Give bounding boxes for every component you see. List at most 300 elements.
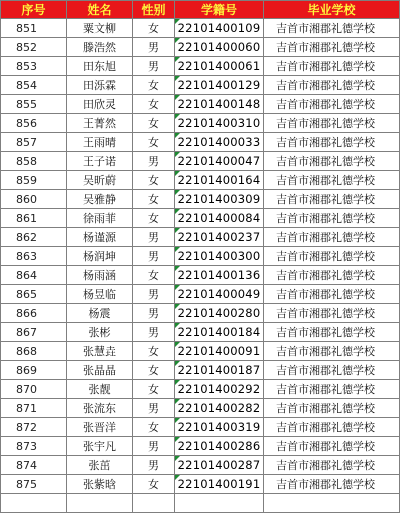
cell-name[interactable] xyxy=(67,228,133,247)
header-gender: 性别 xyxy=(133,1,175,19)
cell-gender[interactable] xyxy=(133,133,175,152)
cell-school[interactable] xyxy=(264,361,400,380)
cell-student-id-text: 22101400187 xyxy=(177,363,261,377)
cell-student-id-text: 22101400310 xyxy=(177,116,261,130)
table-row xyxy=(1,76,400,95)
cell-name-text: 张彬 xyxy=(88,326,111,339)
cell-number-text: 875 xyxy=(16,477,37,491)
cell-name[interactable] xyxy=(67,114,133,133)
cell-student-id-text: 22101400109 xyxy=(177,21,261,35)
table-row xyxy=(1,323,400,342)
cell-name-text: 杨润坤 xyxy=(83,250,116,263)
table-row xyxy=(1,399,400,418)
cell-name[interactable] xyxy=(67,133,133,152)
error-flag-icon xyxy=(175,171,180,176)
cell-school[interactable] xyxy=(264,399,400,418)
cell-gender[interactable] xyxy=(133,114,175,133)
cell-student-id[interactable] xyxy=(175,475,264,494)
table-row xyxy=(1,380,400,399)
cell-school-text: 吉首市湘郡礼德学校 xyxy=(276,364,375,377)
cell-name[interactable] xyxy=(67,418,133,437)
cell-gender-text: 女 xyxy=(148,22,159,35)
cell-school[interactable] xyxy=(264,418,400,437)
cell-school-text: 吉首市湘郡礼德学校 xyxy=(276,326,375,339)
error-flag-icon xyxy=(175,247,180,252)
error-flag-icon xyxy=(175,133,180,138)
cell-gender-text: 女 xyxy=(148,269,159,282)
cell-student-id[interactable] xyxy=(175,95,264,114)
cell-student-id-text: 22101400191 xyxy=(177,477,261,491)
cell-name[interactable] xyxy=(67,152,133,171)
cell-number[interactable] xyxy=(1,418,67,437)
cell-school[interactable] xyxy=(264,190,400,209)
cell-name[interactable] xyxy=(67,456,133,475)
cell-gender[interactable] xyxy=(133,323,175,342)
cell-number-text: 873 xyxy=(16,439,37,453)
cell-student-id[interactable] xyxy=(175,228,264,247)
cell-student-id[interactable] xyxy=(175,38,264,57)
cell-number[interactable] xyxy=(1,190,67,209)
cell-number-text: 862 xyxy=(16,230,37,244)
cell-student-id-text: 22101400148 xyxy=(177,97,261,111)
cell-name[interactable] xyxy=(67,304,133,323)
cell-school-text: 吉首市湘郡礼德学校 xyxy=(276,383,375,396)
cell-student-id[interactable] xyxy=(175,247,264,266)
cell-school[interactable] xyxy=(264,247,400,266)
cell-gender-text: 男 xyxy=(148,459,159,472)
cell-gender-text: 女 xyxy=(148,117,159,130)
cell-gender[interactable] xyxy=(133,171,175,190)
cell-student-id-text: 22101400184 xyxy=(177,325,261,339)
table-header xyxy=(1,1,400,19)
error-flag-icon xyxy=(175,76,180,81)
table-row xyxy=(1,285,400,304)
cell-school-text: 吉首市湘郡礼德学校 xyxy=(276,41,375,54)
cell-name[interactable] xyxy=(67,399,133,418)
cell-student-id[interactable] xyxy=(175,304,264,323)
table-row xyxy=(1,228,400,247)
error-flag-icon xyxy=(175,266,180,271)
cell-name-text: 徐雨菲 xyxy=(83,212,116,225)
cell-number-text: 864 xyxy=(16,268,37,282)
cell-number-text: 870 xyxy=(16,382,37,396)
error-flag-icon xyxy=(175,114,180,119)
cell-name[interactable] xyxy=(67,380,133,399)
cell-school[interactable] xyxy=(264,475,400,494)
cell-student-id-text: 22101400319 xyxy=(177,420,261,434)
table-row xyxy=(1,190,400,209)
cell-number-text: 867 xyxy=(16,325,37,339)
error-flag-icon xyxy=(175,38,180,43)
cell-student-id[interactable] xyxy=(175,380,264,399)
cell-name[interactable] xyxy=(67,361,133,380)
cell-number-text: 855 xyxy=(16,97,37,111)
cell-number[interactable] xyxy=(1,152,67,171)
cell-gender-text: 男 xyxy=(148,41,159,54)
cell-school[interactable] xyxy=(264,171,400,190)
cell-name-text: 杨震 xyxy=(88,307,111,320)
cell-number[interactable] xyxy=(1,437,67,456)
cell-gender[interactable] xyxy=(133,437,175,456)
table-row xyxy=(1,152,400,171)
table-row xyxy=(1,171,400,190)
cell-school[interactable] xyxy=(264,437,400,456)
cell-gender-text: 男 xyxy=(148,402,159,415)
cell-student-id-text: 22101400136 xyxy=(177,268,261,282)
cell-gender-text: 男 xyxy=(148,288,159,301)
cell-student-id-text: 22101400280 xyxy=(177,306,261,320)
table-row xyxy=(1,209,400,228)
header-no: 序号 xyxy=(1,1,67,19)
cell-number-text: 872 xyxy=(16,420,37,434)
cell-number[interactable] xyxy=(1,247,67,266)
cell-gender-text: 男 xyxy=(148,440,159,453)
cell-number[interactable] xyxy=(1,76,67,95)
cell-school-text: 吉首市湘郡礼德学校 xyxy=(276,79,375,92)
error-flag-icon xyxy=(175,152,180,157)
cell-gender-text: 男 xyxy=(148,326,159,339)
table-row xyxy=(1,304,400,323)
cell-student-id-text: 22101400287 xyxy=(177,458,261,472)
cell-gender-text: 男 xyxy=(148,307,159,320)
cell-name[interactable] xyxy=(67,76,133,95)
cell-gender-text: 女 xyxy=(148,364,159,377)
error-flag-icon xyxy=(175,437,180,442)
cell-student-id-text: 22101400033 xyxy=(177,135,261,149)
error-flag-icon xyxy=(175,190,180,195)
cell-school[interactable] xyxy=(264,380,400,399)
error-flag-icon xyxy=(175,19,180,24)
cell-gender-text: 女 xyxy=(148,212,159,225)
cell-gender[interactable] xyxy=(133,399,175,418)
cell-student-id-text: 22101400049 xyxy=(177,287,261,301)
cell-number[interactable] xyxy=(1,133,67,152)
cell-gender-text: 男 xyxy=(148,60,159,73)
cell-number[interactable] xyxy=(1,209,67,228)
cell-number[interactable] xyxy=(1,475,67,494)
cell-school-text: 吉首市湘郡礼德学校 xyxy=(276,117,375,130)
cell-student-id[interactable] xyxy=(175,171,264,190)
table-row xyxy=(1,266,400,285)
cell-number[interactable] xyxy=(1,323,67,342)
cell-number-text: 856 xyxy=(16,116,37,130)
error-flag-icon xyxy=(175,304,180,309)
cell-student-id[interactable] xyxy=(175,399,264,418)
cell-gender[interactable] xyxy=(133,285,175,304)
cell-name[interactable] xyxy=(67,209,133,228)
cell-name-text: 张慧垚 xyxy=(83,345,116,358)
cell-school[interactable] xyxy=(264,76,400,95)
cell-name[interactable] xyxy=(67,266,133,285)
cell-student-id-text: 22101400300 xyxy=(177,249,261,263)
cell-name-text: 王菁然 xyxy=(83,117,116,130)
cell-school-text: 吉首市湘郡礼德学校 xyxy=(276,231,375,244)
cell-number[interactable] xyxy=(1,304,67,323)
cell-school[interactable] xyxy=(264,494,400,513)
cell-name[interactable] xyxy=(67,190,133,209)
cell-name[interactable] xyxy=(67,95,133,114)
table-row xyxy=(1,57,400,76)
table-row xyxy=(1,342,400,361)
cell-student-id-text: 22101400084 xyxy=(177,211,261,225)
cell-gender[interactable] xyxy=(133,475,175,494)
cell-gender[interactable] xyxy=(133,380,175,399)
cell-gender-text: 女 xyxy=(148,421,159,434)
cell-number-text: 865 xyxy=(16,287,37,301)
cell-school-text: 吉首市湘郡礼德学校 xyxy=(276,345,375,358)
cell-name[interactable] xyxy=(67,19,133,38)
error-flag-icon xyxy=(175,456,180,461)
cell-number[interactable] xyxy=(1,285,67,304)
cell-number[interactable] xyxy=(1,95,67,114)
cell-name-text: 王子诺 xyxy=(83,155,116,168)
cell-name[interactable] xyxy=(67,38,133,57)
cell-name-text: 王雨晴 xyxy=(83,136,116,149)
cell-school[interactable] xyxy=(264,228,400,247)
cell-student-id-text: 22101400237 xyxy=(177,230,261,244)
cell-gender[interactable] xyxy=(133,57,175,76)
error-flag-icon xyxy=(175,418,180,423)
cell-school-text: 吉首市湘郡礼德学校 xyxy=(276,193,375,206)
cell-school[interactable] xyxy=(264,323,400,342)
cell-student-id[interactable] xyxy=(175,418,264,437)
cell-name-text: 张紫晗 xyxy=(83,478,116,491)
cell-number[interactable] xyxy=(1,342,67,361)
cell-number[interactable] xyxy=(1,114,67,133)
cell-name[interactable] xyxy=(67,323,133,342)
cell-school[interactable] xyxy=(264,38,400,57)
cell-gender-text: 男 xyxy=(148,231,159,244)
cell-number[interactable] xyxy=(1,266,67,285)
error-flag-icon xyxy=(175,475,180,480)
header-school: 毕业学校 xyxy=(264,1,400,19)
cell-name-text: 张晋洋 xyxy=(83,421,116,434)
cell-name-text: 田东旭 xyxy=(83,60,116,73)
cell-number-text: 863 xyxy=(16,249,37,263)
cell-school[interactable] xyxy=(264,95,400,114)
cell-gender-text: 女 xyxy=(148,98,159,111)
cell-name[interactable] xyxy=(67,285,133,304)
cell-student-id[interactable] xyxy=(175,76,264,95)
cell-student-id-text: 22101400091 xyxy=(177,344,261,358)
cell-gender[interactable] xyxy=(133,304,175,323)
cell-name-text: 张靓 xyxy=(88,383,111,396)
error-flag-icon xyxy=(175,209,180,214)
cell-name-text: 粟文柳 xyxy=(83,22,116,35)
cell-name-text: 张晶晶 xyxy=(83,364,116,377)
cell-student-id[interactable] xyxy=(175,323,264,342)
cell-student-id-text: 22101400129 xyxy=(177,78,261,92)
cell-student-id[interactable] xyxy=(175,285,264,304)
table-row xyxy=(1,361,400,380)
cell-gender[interactable] xyxy=(133,361,175,380)
cell-student-id[interactable] xyxy=(175,114,264,133)
cell-number[interactable] xyxy=(1,228,67,247)
cell-school[interactable] xyxy=(264,304,400,323)
cell-gender[interactable] xyxy=(133,38,175,57)
cell-gender[interactable] xyxy=(133,418,175,437)
cell-gender[interactable] xyxy=(133,266,175,285)
cell-school-text: 吉首市湘郡礼德学校 xyxy=(276,60,375,73)
cell-number[interactable] xyxy=(1,38,67,57)
cell-gender-text: 女 xyxy=(148,383,159,396)
cell-student-id-text: 22101400286 xyxy=(177,439,261,453)
cell-name-text: 滕浩然 xyxy=(83,41,116,54)
cell-number[interactable] xyxy=(1,456,67,475)
cell-name-text: 田泺霖 xyxy=(83,79,116,92)
cell-school[interactable] xyxy=(264,133,400,152)
cell-gender[interactable] xyxy=(133,152,175,171)
cell-student-id-text: 22101400164 xyxy=(177,173,261,187)
cell-student-id[interactable] xyxy=(175,133,264,152)
cell-number-text: 871 xyxy=(16,401,37,415)
cell-gender-text: 女 xyxy=(148,174,159,187)
cell-number-text: 858 xyxy=(16,154,37,168)
cell-student-id[interactable] xyxy=(175,266,264,285)
error-flag-icon xyxy=(175,57,180,62)
cell-name[interactable] xyxy=(67,475,133,494)
cell-student-id[interactable] xyxy=(175,437,264,456)
cell-number[interactable] xyxy=(1,171,67,190)
cell-student-id[interactable] xyxy=(175,494,264,513)
cell-name[interactable] xyxy=(67,57,133,76)
cell-number-text: 866 xyxy=(16,306,37,320)
cell-gender-text: 男 xyxy=(148,155,159,168)
cell-number-text: 874 xyxy=(16,458,37,472)
error-flag-icon xyxy=(175,361,180,366)
cell-gender[interactable] xyxy=(133,190,175,209)
cell-school-text: 吉首市湘郡礼德学校 xyxy=(276,250,375,263)
cell-number-text: 869 xyxy=(16,363,37,377)
cell-school-text: 吉首市湘郡礼德学校 xyxy=(276,155,375,168)
table-row xyxy=(1,437,400,456)
cell-school[interactable] xyxy=(264,152,400,171)
cell-name-text: 杨昱临 xyxy=(83,288,116,301)
cell-gender[interactable] xyxy=(133,456,175,475)
cell-name-text: 杨谨源 xyxy=(83,231,116,244)
error-flag-icon xyxy=(175,285,180,290)
cell-number[interactable] xyxy=(1,494,67,513)
cell-name-text: 吴雅静 xyxy=(83,193,116,206)
table-row xyxy=(1,114,400,133)
cell-gender[interactable] xyxy=(133,228,175,247)
cell-school[interactable] xyxy=(264,266,400,285)
cell-number[interactable] xyxy=(1,19,67,38)
error-flag-icon xyxy=(175,399,180,404)
cell-school[interactable] xyxy=(264,19,400,38)
table-row xyxy=(1,19,400,38)
cell-name[interactable] xyxy=(67,247,133,266)
cell-school-text: 吉首市湘郡礼德学校 xyxy=(276,478,375,491)
cell-school-text: 吉首市湘郡礼德学校 xyxy=(276,174,375,187)
header-name: 姓名 xyxy=(67,1,133,19)
cell-student-id-text: 22101400047 xyxy=(177,154,261,168)
cell-school-text: 吉首市湘郡礼德学校 xyxy=(276,307,375,320)
cell-school-text: 吉首市湘郡礼德学校 xyxy=(276,212,375,225)
cell-school-text: 吉首市湘郡礼德学校 xyxy=(276,22,375,35)
cell-school[interactable] xyxy=(264,57,400,76)
cell-gender[interactable] xyxy=(133,209,175,228)
cell-student-id[interactable] xyxy=(175,456,264,475)
cell-name-text: 张茁 xyxy=(88,459,111,472)
table-row xyxy=(1,494,400,513)
cell-school-text: 吉首市湘郡礼德学校 xyxy=(276,288,375,301)
cell-name[interactable] xyxy=(67,437,133,456)
cell-gender[interactable] xyxy=(133,76,175,95)
cell-gender-text: 女 xyxy=(148,79,159,92)
cell-student-id[interactable] xyxy=(175,190,264,209)
cell-school-text: 吉首市湘郡礼德学校 xyxy=(276,421,375,434)
cell-student-id-text: 22101400282 xyxy=(177,401,261,415)
cell-number-text: 859 xyxy=(16,173,37,187)
cell-school[interactable] xyxy=(264,456,400,475)
header-student-id: 学籍号 xyxy=(175,1,264,19)
cell-school[interactable] xyxy=(264,342,400,361)
cell-name-text: 张宇凡 xyxy=(83,440,116,453)
cell-student-id-text: 22101400292 xyxy=(177,382,261,396)
table-body xyxy=(1,19,400,513)
cell-student-id[interactable] xyxy=(175,342,264,361)
cell-student-id[interactable] xyxy=(175,152,264,171)
cell-student-id[interactable] xyxy=(175,57,264,76)
cell-number-text: 857 xyxy=(16,135,37,149)
table-row xyxy=(1,456,400,475)
cell-name[interactable] xyxy=(67,171,133,190)
cell-gender-text: 女 xyxy=(148,136,159,149)
cell-gender-text: 男 xyxy=(148,250,159,263)
error-flag-icon xyxy=(175,228,180,233)
cell-number-text: 860 xyxy=(16,192,37,206)
table-row xyxy=(1,38,400,57)
table-row xyxy=(1,133,400,152)
cell-number-text: 851 xyxy=(16,21,37,35)
error-flag-icon xyxy=(175,95,180,100)
cell-number[interactable] xyxy=(1,399,67,418)
cell-school-text: 吉首市湘郡礼德学校 xyxy=(276,136,375,149)
header-row xyxy=(1,1,400,19)
cell-name-text: 吴昕蔚 xyxy=(83,174,116,187)
cell-student-id[interactable] xyxy=(175,361,264,380)
cell-gender[interactable] xyxy=(133,247,175,266)
cell-number-text: 861 xyxy=(16,211,37,225)
cell-gender-text: 女 xyxy=(148,478,159,491)
cell-name-text: 杨雨涵 xyxy=(83,269,116,282)
cell-school[interactable] xyxy=(264,209,400,228)
cell-school[interactable] xyxy=(264,285,400,304)
cell-gender[interactable] xyxy=(133,494,175,513)
cell-student-id-text: 22101400309 xyxy=(177,192,261,206)
error-flag-icon xyxy=(175,323,180,328)
cell-number[interactable] xyxy=(1,380,67,399)
cell-school-text: 吉首市湘郡礼德学校 xyxy=(276,459,375,472)
cell-name[interactable] xyxy=(67,342,133,361)
cell-number[interactable] xyxy=(1,57,67,76)
cell-number-text: 852 xyxy=(16,40,37,54)
cell-number[interactable] xyxy=(1,361,67,380)
cell-school-text: 吉首市湘郡礼德学校 xyxy=(276,440,375,453)
cell-school[interactable] xyxy=(264,114,400,133)
cell-gender[interactable] xyxy=(133,342,175,361)
cell-school-text: 吉首市湘郡礼德学校 xyxy=(276,98,375,111)
cell-gender-text: 女 xyxy=(148,345,159,358)
cell-gender[interactable] xyxy=(133,19,175,38)
cell-name[interactable] xyxy=(67,494,133,513)
cell-name-text: 田欣灵 xyxy=(83,98,116,111)
cell-gender[interactable] xyxy=(133,95,175,114)
table-row xyxy=(1,247,400,266)
cell-student-id[interactable] xyxy=(175,19,264,38)
cell-student-id[interactable] xyxy=(175,209,264,228)
